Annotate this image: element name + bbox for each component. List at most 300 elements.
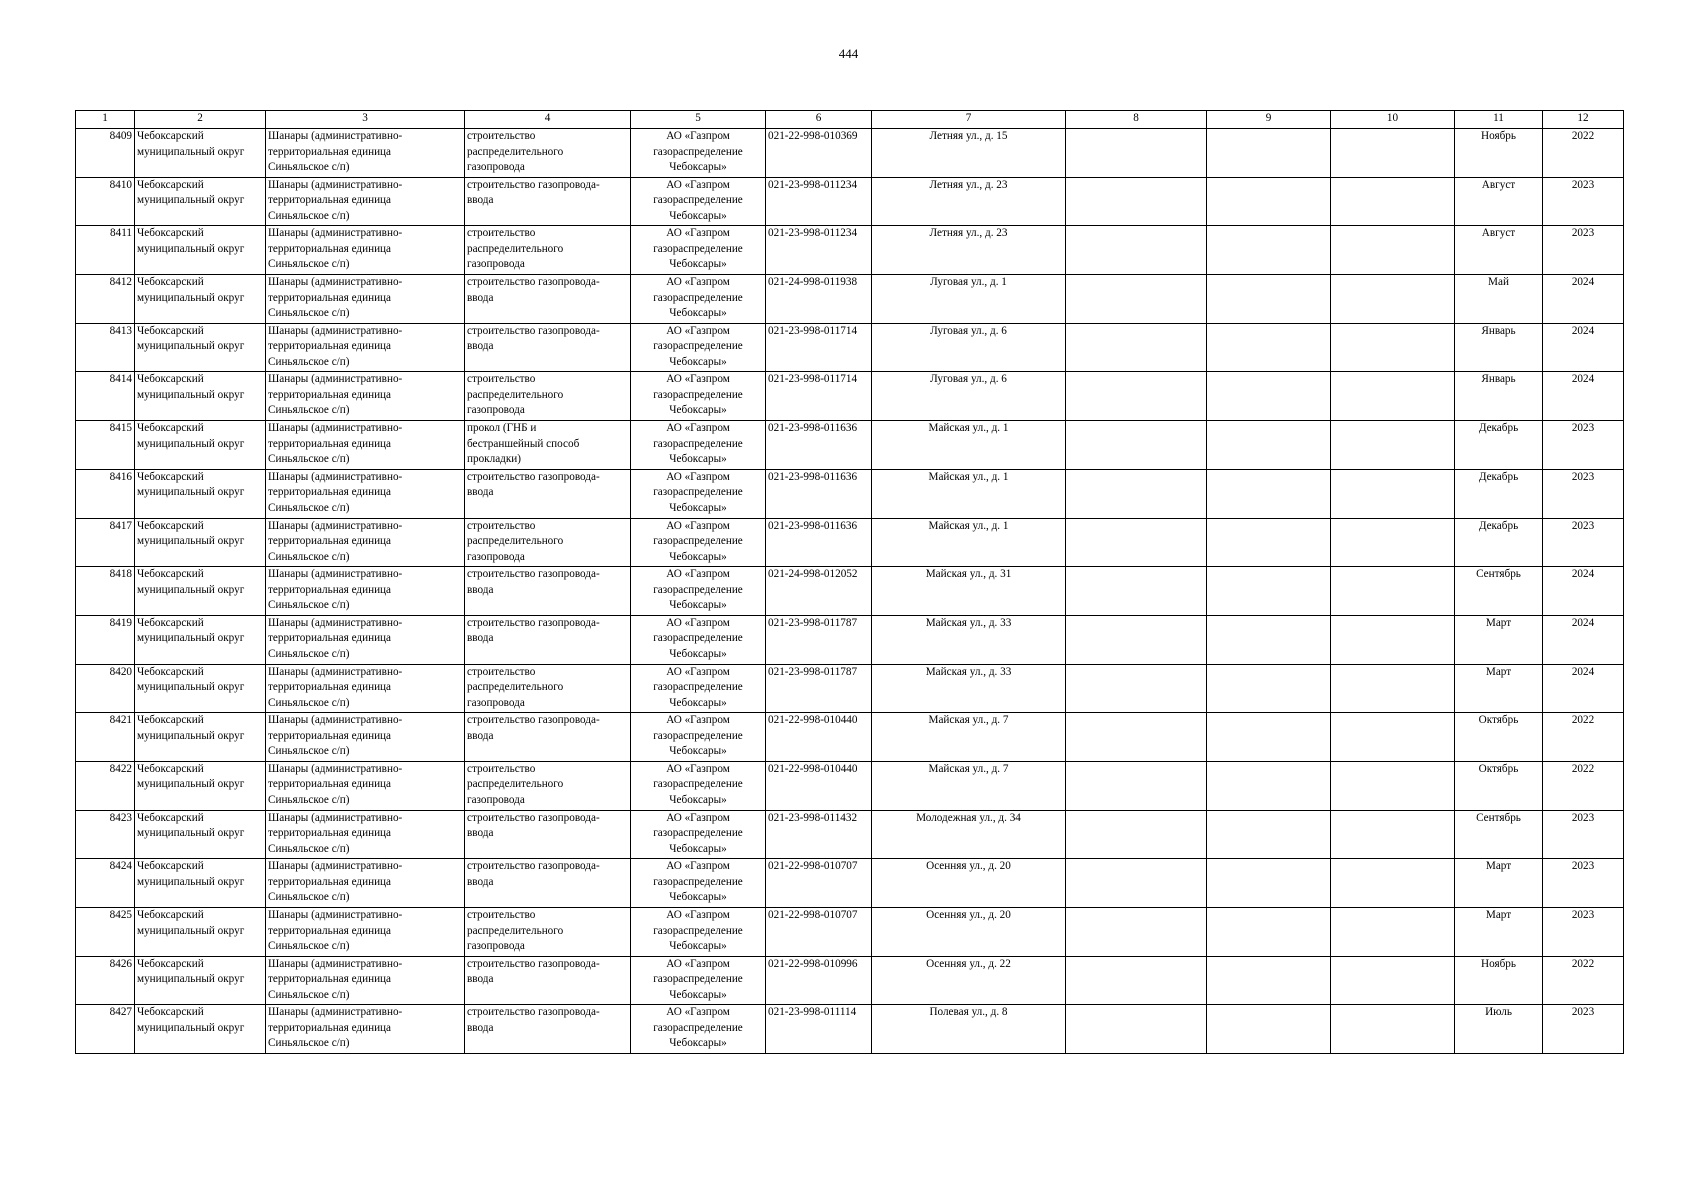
- organization-cell-line: Чебоксары»: [669, 988, 727, 1001]
- organization-cell-line: Чебоксары»: [669, 940, 727, 952]
- work-type-cell-line: прокол (ГНБ и: [467, 422, 537, 435]
- organization-cell: [631, 615, 766, 664]
- month-cell: Декабрь: [1455, 421, 1543, 470]
- organization-cell-line: Чебоксары»: [669, 599, 727, 612]
- year-cell: 2024: [1543, 323, 1624, 372]
- district-cell: [135, 615, 266, 664]
- district-cell: [135, 567, 266, 616]
- column-8-cell: [1066, 226, 1207, 275]
- locality-cell-line: Шанары (административно-: [268, 714, 403, 727]
- object-code-cell: 021-23-998-011234: [766, 226, 872, 275]
- object-code-cell: 021-23-998-011787: [766, 664, 872, 713]
- district-cell-line: Чебоксарский: [137, 714, 204, 727]
- locality-cell-line: территориальная единица: [268, 778, 392, 791]
- locality-cell-line: территориальная единица: [268, 924, 392, 937]
- column-10-cell: [1331, 956, 1455, 1005]
- district-cell-line: муниципальный округ: [137, 583, 245, 596]
- row-number: 8417: [76, 518, 135, 567]
- locality-cell-line: территориальная единица: [268, 827, 392, 840]
- object-code-cell: 021-22-998-010996: [766, 956, 872, 1005]
- work-type-cell-line: строительство газопровода-: [467, 860, 600, 873]
- organization-cell-line: АО «Газпром: [666, 909, 730, 921]
- organization-cell-line: газораспределение: [653, 437, 743, 450]
- header-row: [76, 111, 1624, 129]
- locality-cell-line: территориальная единица: [268, 437, 392, 450]
- year-cell: 2022: [1543, 956, 1624, 1005]
- year-cell: 2024: [1543, 615, 1624, 664]
- organization-cell-line: АО «Газпром: [666, 665, 730, 678]
- locality-cell-line: Синьяльское с/п): [268, 940, 350, 952]
- column-9-cell: [1207, 761, 1331, 810]
- organization-cell-line: АО «Газпром: [666, 714, 730, 727]
- table-row: [76, 469, 1624, 518]
- work-type-cell-line: ввода: [467, 291, 494, 304]
- work-type-cell-line: ввода: [467, 973, 494, 986]
- year-cell: 2023: [1543, 518, 1624, 567]
- month-cell: Ноябрь: [1455, 129, 1543, 178]
- locality-cell-line: территориальная единица: [268, 583, 392, 596]
- locality-cell-line: территориальная единица: [268, 681, 392, 694]
- locality-cell-line: территориальная единица: [268, 291, 392, 304]
- locality-cell-line: территориальная единица: [268, 973, 392, 986]
- work-type-cell: [465, 664, 631, 713]
- work-type-cell-line: строительство: [467, 373, 536, 386]
- locality-cell-line: Синьяльское с/п): [268, 355, 350, 368]
- locality-cell-line: Шанары (административно-: [268, 860, 403, 873]
- table-row: [76, 275, 1624, 324]
- column-header-6: 6: [766, 111, 872, 129]
- organization-cell-line: газораспределение: [653, 486, 743, 499]
- column-10-cell: [1331, 761, 1455, 810]
- object-code-cell: 021-24-998-012052: [766, 567, 872, 616]
- work-type-cell: [465, 615, 631, 664]
- object-code-cell: 021-23-998-011714: [766, 372, 872, 421]
- month-cell: Октябрь: [1455, 761, 1543, 810]
- column-10-cell: [1331, 908, 1455, 957]
- row-number: 8424: [76, 859, 135, 908]
- locality-cell-line: Шанары (административно-: [268, 130, 403, 142]
- column-header-11: 11: [1455, 111, 1543, 129]
- organization-cell-line: АО «Газпром: [666, 519, 730, 532]
- locality-cell: [266, 372, 465, 421]
- locality-cell-line: Шанары (административно-: [268, 811, 403, 824]
- organization-cell-line: Чебоксары»: [669, 258, 727, 271]
- locality-cell-line: Шанары (административно-: [268, 957, 403, 970]
- organization-cell-line: газораспределение: [653, 535, 743, 547]
- row-number: 8413: [76, 323, 135, 372]
- work-type-cell: [465, 226, 631, 275]
- column-9-cell: [1207, 518, 1331, 567]
- row-number: 8418: [76, 567, 135, 616]
- organization-cell: [631, 908, 766, 957]
- column-8-cell: [1066, 323, 1207, 372]
- district-cell: [135, 177, 266, 226]
- object-code-cell: 021-23-998-011234: [766, 177, 872, 226]
- row-number: 8426: [76, 956, 135, 1005]
- district-cell-line: Чебоксарский: [137, 422, 204, 435]
- locality-cell-line: Шанары (административно-: [268, 227, 403, 240]
- column-9-cell: [1207, 177, 1331, 226]
- district-cell-line: Чебоксарский: [137, 811, 204, 824]
- locality-cell-line: Шанары (административно-: [268, 568, 403, 581]
- organization-cell-line: АО «Газпром: [666, 373, 730, 386]
- month-cell: Январь: [1455, 323, 1543, 372]
- table-row: [76, 1005, 1624, 1054]
- column-9-cell: [1207, 129, 1331, 178]
- column-header-1: 1: [76, 111, 135, 129]
- locality-cell-line: Синьяльское с/п): [268, 307, 350, 320]
- organization-cell-line: АО «Газпром: [666, 811, 730, 824]
- row-number: 8410: [76, 177, 135, 226]
- district-cell-line: Чебоксарский: [137, 616, 204, 629]
- column-9-cell: [1207, 956, 1331, 1005]
- district-cell-line: муниципальный округ: [137, 924, 245, 937]
- address-cell: Майская ул., д. 31: [872, 567, 1066, 616]
- work-type-cell-line: строительство газопровода-: [467, 1006, 600, 1019]
- column-10-cell: [1331, 275, 1455, 324]
- object-code-cell: 021-22-998-010707: [766, 908, 872, 957]
- work-type-cell-line: строительство: [467, 909, 536, 921]
- row-number: 8421: [76, 713, 135, 762]
- locality-cell-line: Синьяльское с/п): [268, 258, 350, 271]
- table-row: [76, 859, 1624, 908]
- organization-cell-line: Чебоксары»: [669, 793, 727, 806]
- address-cell: Майская ул., д. 7: [872, 761, 1066, 810]
- column-8-cell: [1066, 275, 1207, 324]
- object-code-cell: 021-22-998-010707: [766, 859, 872, 908]
- district-cell: [135, 372, 266, 421]
- locality-cell-line: территориальная единица: [268, 145, 392, 158]
- district-cell-line: Чебоксарский: [137, 665, 204, 678]
- year-cell: 2024: [1543, 664, 1624, 713]
- work-type-cell-line: распределительного: [467, 388, 564, 401]
- locality-cell-line: Шанары (административно-: [268, 178, 403, 191]
- month-cell: Март: [1455, 859, 1543, 908]
- locality-cell-line: Шанары (административно-: [268, 616, 403, 629]
- object-code-cell: 021-23-998-011636: [766, 469, 872, 518]
- organization-cell-line: Чебоксары»: [669, 745, 727, 758]
- organization-cell: [631, 859, 766, 908]
- district-cell-line: муниципальный округ: [137, 827, 245, 840]
- table-body: [76, 129, 1624, 1054]
- organization-cell: [631, 275, 766, 324]
- address-cell: Полевая ул., д. 8: [872, 1005, 1066, 1054]
- district-cell: [135, 421, 266, 470]
- column-header-3: 3: [266, 111, 465, 129]
- district-cell-line: Чебоксарский: [137, 373, 204, 386]
- column-8-cell: [1066, 956, 1207, 1005]
- row-number: 8420: [76, 664, 135, 713]
- district-cell-line: муниципальный округ: [137, 145, 245, 158]
- year-cell: 2023: [1543, 421, 1624, 470]
- object-code-cell: 021-22-998-010369: [766, 129, 872, 178]
- organization-cell: [631, 810, 766, 859]
- locality-cell: [266, 275, 465, 324]
- organization-cell-line: АО «Газпром: [666, 227, 730, 240]
- district-cell-line: муниципальный округ: [137, 535, 245, 547]
- month-cell: Ноябрь: [1455, 956, 1543, 1005]
- address-cell: Майская ул., д. 1: [872, 421, 1066, 470]
- column-9-cell: [1207, 372, 1331, 421]
- column-9-cell: [1207, 567, 1331, 616]
- organization-cell-line: АО «Газпром: [666, 324, 730, 337]
- work-type-cell: [465, 956, 631, 1005]
- row-number: 8412: [76, 275, 135, 324]
- district-cell: [135, 226, 266, 275]
- table-row: [76, 323, 1624, 372]
- locality-cell-line: Синьяльское с/п): [268, 599, 350, 612]
- column-8-cell: [1066, 421, 1207, 470]
- district-cell-line: Чебоксарский: [137, 178, 204, 191]
- work-type-cell: [465, 859, 631, 908]
- work-type-cell-line: строительство газопровода-: [467, 470, 600, 483]
- work-type-cell-line: ввода: [467, 583, 494, 596]
- column-10-cell: [1331, 129, 1455, 178]
- column-8-cell: [1066, 761, 1207, 810]
- column-9-cell: [1207, 226, 1331, 275]
- work-type-cell: [465, 129, 631, 178]
- column-9-cell: [1207, 421, 1331, 470]
- object-code-cell: 021-23-998-011114: [766, 1005, 872, 1054]
- locality-cell: [266, 421, 465, 470]
- organization-cell: [631, 372, 766, 421]
- locality-cell: [266, 956, 465, 1005]
- year-cell: 2023: [1543, 908, 1624, 957]
- column-9-cell: [1207, 664, 1331, 713]
- locality-cell-line: Шанары (административно-: [268, 373, 403, 386]
- district-cell-line: муниципальный округ: [137, 291, 245, 304]
- work-type-cell: [465, 518, 631, 567]
- organization-cell-line: газораспределение: [653, 291, 743, 304]
- column-10-cell: [1331, 1005, 1455, 1054]
- work-type-cell: [465, 908, 631, 957]
- column-9-cell: [1207, 1005, 1331, 1054]
- organization-cell-line: Чебоксары»: [669, 209, 727, 222]
- column-header-9: 9: [1207, 111, 1331, 129]
- district-cell-line: муниципальный округ: [137, 242, 245, 255]
- organization-cell-line: Чебоксары»: [669, 501, 727, 514]
- organization-cell-line: Чебоксары»: [669, 307, 727, 320]
- row-number: 8409: [76, 129, 135, 178]
- locality-cell-line: Синьяльское с/п): [268, 453, 350, 466]
- month-cell: Декабрь: [1455, 518, 1543, 567]
- object-code-cell: 021-23-998-011636: [766, 421, 872, 470]
- row-number: 8423: [76, 810, 135, 859]
- district-cell-line: Чебоксарский: [137, 227, 204, 240]
- object-code-cell: 021-24-998-011938: [766, 275, 872, 324]
- organization-cell: [631, 761, 766, 810]
- locality-cell-line: территориальная единица: [268, 1021, 392, 1034]
- address-cell: Луговая ул., д. 1: [872, 275, 1066, 324]
- locality-cell-line: Синьяльское с/п): [268, 696, 350, 709]
- column-header-10: 10: [1331, 111, 1455, 129]
- table-row: [76, 810, 1624, 859]
- table-header: [76, 111, 1624, 129]
- organization-cell-line: АО «Газпром: [666, 762, 730, 775]
- locality-cell: [266, 518, 465, 567]
- column-8-cell: [1066, 567, 1207, 616]
- district-cell-line: Чебоксарский: [137, 130, 204, 142]
- district-cell: [135, 1005, 266, 1054]
- row-number: 8414: [76, 372, 135, 421]
- work-type-cell-line: распределительного: [467, 145, 564, 158]
- work-type-cell-line: бестраншейный способ: [467, 437, 580, 450]
- work-type-cell-line: распределительного: [467, 924, 564, 937]
- organization-cell: [631, 129, 766, 178]
- year-cell: 2023: [1543, 1005, 1624, 1054]
- work-type-cell: [465, 810, 631, 859]
- column-10-cell: [1331, 177, 1455, 226]
- locality-cell-line: Шанары (административно-: [268, 519, 403, 532]
- table-row: [76, 956, 1624, 1005]
- year-cell: 2024: [1543, 275, 1624, 324]
- object-code-cell: 021-22-998-010440: [766, 713, 872, 762]
- work-type-cell-line: ввода: [467, 729, 494, 742]
- table-row: [76, 421, 1624, 470]
- organization-cell-line: газораспределение: [653, 778, 743, 791]
- locality-cell-line: Синьяльское с/п): [268, 988, 350, 1001]
- district-cell: [135, 810, 266, 859]
- month-cell: Сентябрь: [1455, 810, 1543, 859]
- district-cell-line: Чебоксарский: [137, 957, 204, 970]
- locality-cell: [266, 226, 465, 275]
- organization-cell-line: АО «Газпром: [666, 470, 730, 483]
- organization-cell-line: АО «Газпром: [666, 860, 730, 873]
- column-header-7: 7: [872, 111, 1066, 129]
- district-cell: [135, 469, 266, 518]
- organization-cell-line: Чебоксары»: [669, 696, 727, 709]
- locality-cell-line: Шанары (административно-: [268, 324, 403, 337]
- column-header-8: 8: [1066, 111, 1207, 129]
- column-10-cell: [1331, 421, 1455, 470]
- district-cell-line: Чебоксарский: [137, 519, 204, 532]
- column-10-cell: [1331, 567, 1455, 616]
- district-cell: [135, 859, 266, 908]
- work-type-cell-line: прокладки): [467, 453, 521, 466]
- work-type-cell-line: строительство: [467, 762, 536, 775]
- year-cell: 2024: [1543, 567, 1624, 616]
- district-cell-line: муниципальный округ: [137, 632, 245, 645]
- month-cell: Декабрь: [1455, 469, 1543, 518]
- table-row: [76, 615, 1624, 664]
- column-8-cell: [1066, 713, 1207, 762]
- month-cell: Июль: [1455, 1005, 1543, 1054]
- locality-cell: [266, 1005, 465, 1054]
- column-9-cell: [1207, 275, 1331, 324]
- work-type-cell-line: распределительного: [467, 778, 564, 791]
- row-number: 8427: [76, 1005, 135, 1054]
- work-type-cell: [465, 177, 631, 226]
- organization-cell-line: АО «Газпром: [666, 422, 730, 435]
- organization-cell-line: Чебоксары»: [669, 647, 727, 660]
- organization-cell: [631, 567, 766, 616]
- work-type-cell: [465, 421, 631, 470]
- district-cell: [135, 275, 266, 324]
- district-cell-line: Чебоксарский: [137, 276, 204, 289]
- locality-cell-line: территориальная единица: [268, 729, 392, 742]
- organization-cell-line: АО «Газпром: [666, 957, 730, 970]
- work-type-cell-line: газопровода: [467, 161, 525, 173]
- work-type-cell-line: строительство: [467, 227, 536, 240]
- locality-cell-line: Синьяльское с/п): [268, 161, 350, 173]
- month-cell: Март: [1455, 615, 1543, 664]
- organization-cell-line: газораспределение: [653, 875, 743, 888]
- locality-cell-line: территориальная единица: [268, 875, 392, 888]
- work-type-cell: [465, 323, 631, 372]
- work-type-cell-line: строительство газопровода-: [467, 324, 600, 337]
- work-type-cell-line: газопровода: [467, 696, 525, 709]
- address-cell: Летняя ул., д. 15: [872, 129, 1066, 178]
- district-cell: [135, 908, 266, 957]
- district-cell-line: муниципальный округ: [137, 388, 245, 401]
- locality-cell: [266, 908, 465, 957]
- address-cell: Майская ул., д. 7: [872, 713, 1066, 762]
- locality-cell-line: Синьяльское с/п): [268, 209, 350, 222]
- address-cell: Луговая ул., д. 6: [872, 372, 1066, 421]
- locality-cell: [266, 810, 465, 859]
- object-code-cell: 021-22-998-010440: [766, 761, 872, 810]
- table-row: [76, 761, 1624, 810]
- organization-cell: [631, 226, 766, 275]
- work-type-cell-line: ввода: [467, 875, 494, 888]
- district-cell: [135, 129, 266, 178]
- district-cell-line: муниципальный округ: [137, 486, 245, 499]
- work-type-cell-line: распределительного: [467, 681, 564, 694]
- year-cell: 2024: [1543, 372, 1624, 421]
- column-9-cell: [1207, 908, 1331, 957]
- table-row: [76, 713, 1624, 762]
- month-cell: Сентябрь: [1455, 567, 1543, 616]
- address-cell: Майская ул., д. 1: [872, 518, 1066, 567]
- organization-cell-line: Чебоксары»: [669, 550, 727, 563]
- organization-cell-line: газораспределение: [653, 388, 743, 401]
- row-number: 8422: [76, 761, 135, 810]
- row-number: 8411: [76, 226, 135, 275]
- organization-cell-line: газораспределение: [653, 681, 743, 694]
- locality-cell-line: территориальная единица: [268, 486, 392, 499]
- district-cell-line: муниципальный округ: [137, 973, 245, 986]
- work-type-cell-line: строительство газопровода-: [467, 616, 600, 629]
- column-8-cell: [1066, 908, 1207, 957]
- locality-cell-line: Синьяльское с/п): [268, 501, 350, 514]
- locality-cell: [266, 664, 465, 713]
- district-cell: [135, 518, 266, 567]
- column-header-2: 2: [135, 111, 266, 129]
- object-code-cell: 021-23-998-011432: [766, 810, 872, 859]
- column-10-cell: [1331, 518, 1455, 567]
- table-row: [76, 177, 1624, 226]
- registry-table: [75, 110, 1624, 1054]
- locality-cell-line: Синьяльское с/п): [268, 550, 350, 563]
- work-type-cell-line: газопровода: [467, 404, 525, 417]
- column-8-cell: [1066, 1005, 1207, 1054]
- row-number: 8419: [76, 615, 135, 664]
- address-cell: Молодежная ул., д. 34: [872, 810, 1066, 859]
- address-cell: Майская ул., д. 1: [872, 469, 1066, 518]
- district-cell: [135, 713, 266, 762]
- organization-cell-line: Чебоксары»: [669, 355, 727, 368]
- month-cell: Март: [1455, 908, 1543, 957]
- table-row: [76, 129, 1624, 178]
- organization-cell-line: Чебоксары»: [669, 161, 727, 173]
- locality-cell-line: Шанары (административно-: [268, 276, 403, 289]
- locality-cell-line: территориальная единица: [268, 388, 392, 401]
- district-cell-line: Чебоксарский: [137, 909, 204, 921]
- district-cell: [135, 323, 266, 372]
- column-9-cell: [1207, 323, 1331, 372]
- work-type-cell-line: распределительного: [467, 242, 564, 255]
- work-type-cell-line: ввода: [467, 1021, 494, 1034]
